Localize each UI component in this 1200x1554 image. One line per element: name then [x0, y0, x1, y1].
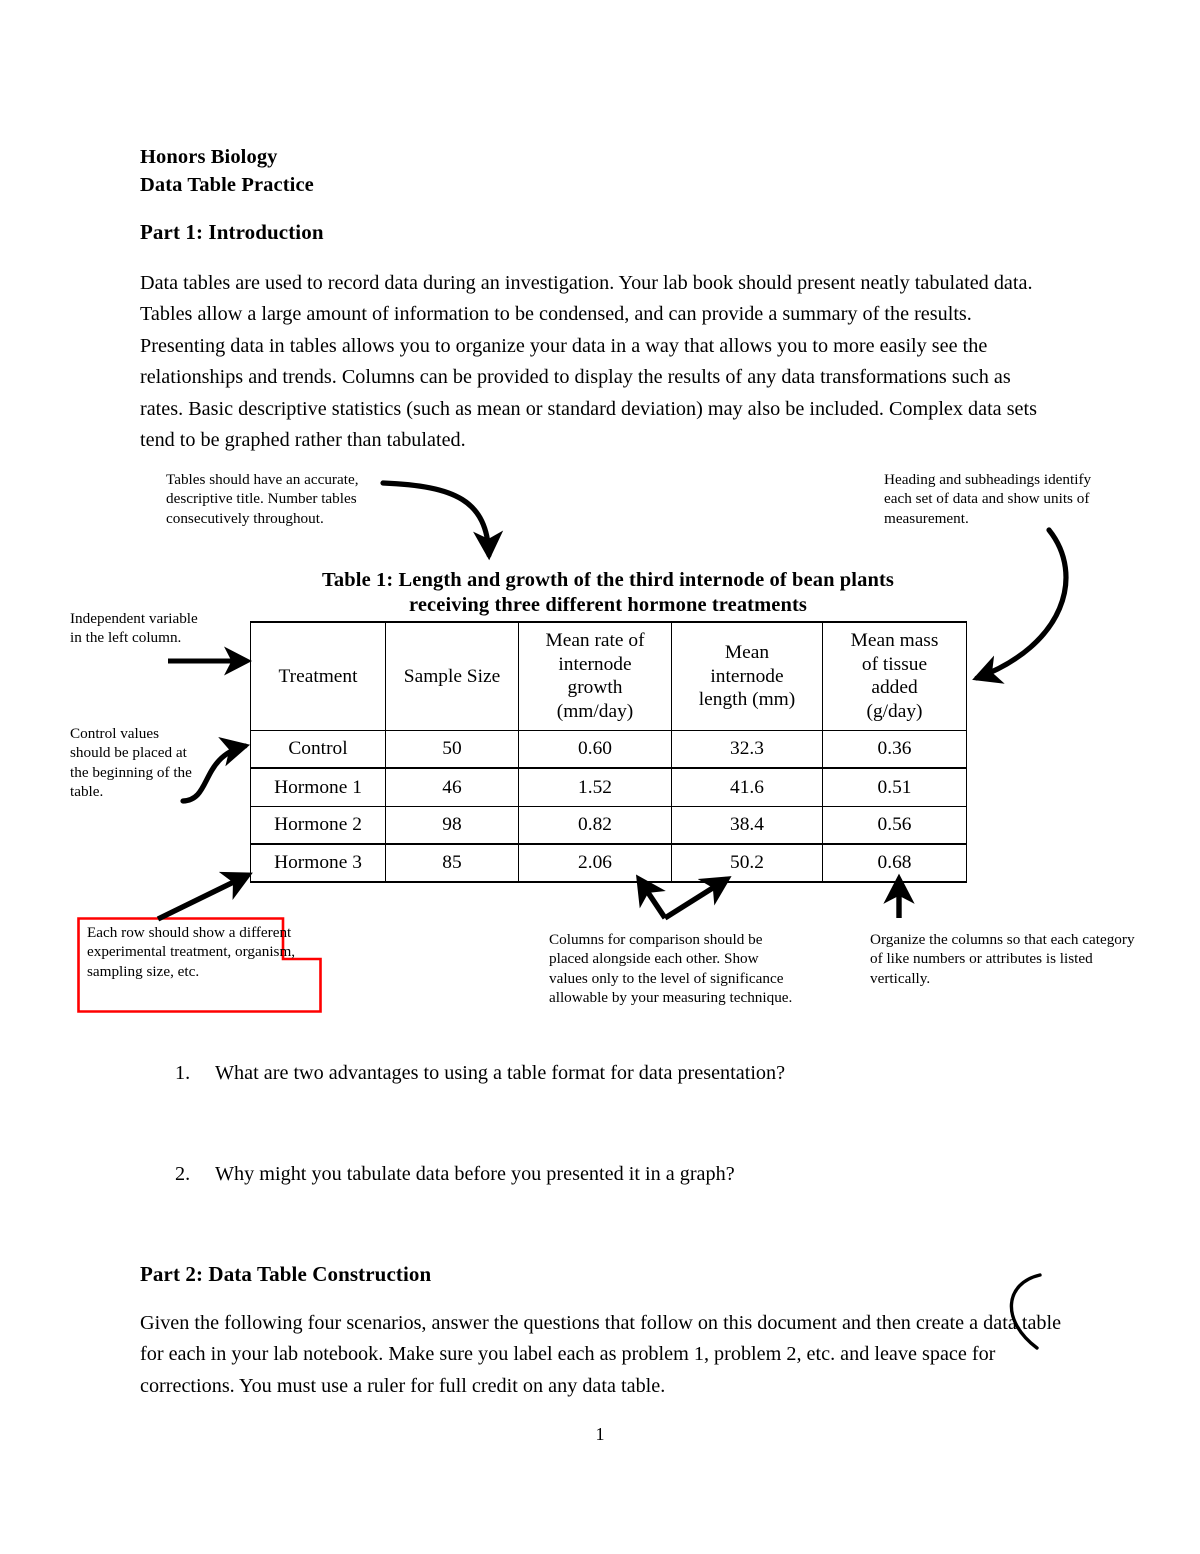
cell-mean-rate: 1.52 [519, 768, 672, 806]
cell-treatment: Hormone 2 [251, 806, 386, 844]
course-title: Honors Biology [140, 146, 278, 168]
table-row [251, 806, 967, 844]
question-2-text: Why might you tabulate data before you presented it in a graph? [215, 1163, 735, 1185]
callout-heading-subheadings: Heading and subheadings identify each set of data and show units of measurement. [884, 471, 1092, 527]
question-2-number: 2. [175, 1163, 191, 1185]
header-line: length (mm) [698, 688, 796, 710]
document-header [140, 143, 314, 199]
column-header-mean-internode-length [672, 622, 823, 730]
cell-mean-rate: 0.60 [519, 730, 672, 768]
arrow-heading-to-header [977, 530, 1066, 678]
cell-sample-size: 50 [386, 730, 519, 768]
cell-sample-size: 98 [386, 806, 519, 844]
column-header-treatment [251, 622, 386, 730]
table-row [251, 768, 967, 806]
callout-organize-columns: Organize the columns so that each category of like numbers or attributes is listed vertically. [870, 931, 1135, 987]
cell-mean-mass: 0.36 [823, 730, 967, 768]
callout-independent-variable: Independent variable in the left column. [70, 610, 198, 647]
callout-each-row-text: Each row should show a different experimental treatment, organism, sampling size, etc. [87, 924, 296, 980]
part-1-heading: Part 1: Introduction [140, 220, 324, 244]
cell-mean-rate: 0.82 [519, 806, 672, 844]
page-number: 1 [595, 1424, 605, 1444]
column-header-mean-rate-growth [519, 622, 672, 730]
header-line: Mean [724, 642, 770, 664]
header-line: internode [710, 665, 784, 687]
cell-mean-length: 41.6 [672, 768, 823, 806]
cell-mean-rate: 2.06 [519, 844, 672, 882]
introduction-paragraph: Data tables are used to record data during an investigation. Your lab book should present neatly tabulated data. Tables allow a large amount of information to be condensed, and can provide a summary of the results. Presenting data in tables allows you to organize your data in a way that allows you to more easily see the relationships and trends. Columns can be provided to display the results of any data transformations such as rates. Basic descriptive statistics (such as mean or standard deviation) may also be included. Complex data sets tend to be graphed rather than tabulated. [140, 272, 1037, 452]
question-1-text: What are two advantages to using a table format for data presentation? [215, 1062, 786, 1084]
header-line: Mean mass [850, 630, 939, 652]
cell-treatment: Control [251, 730, 386, 768]
question-1-number: 1. [175, 1062, 191, 1084]
table-caption [250, 568, 966, 618]
assignment-title: Data Table Practice [140, 174, 314, 196]
table-caption-line-1: Table 1: Length and growth of the third internode of bean plants [322, 569, 894, 591]
callout-control-values: Control values should be placed at the beginning of the table. [70, 725, 192, 801]
question-2 [175, 1160, 1035, 1188]
column-header-mean-mass-added [823, 622, 967, 730]
data-table-block [250, 568, 966, 883]
header-line: of tissue [861, 653, 928, 675]
table-row [251, 844, 967, 882]
column-header-sample-size [386, 622, 519, 730]
arrow-comparison-left [639, 879, 665, 918]
header-line: Mean rate of [545, 630, 645, 652]
cell-treatment: Hormone 3 [251, 844, 386, 882]
table-caption-line-2: receiving three different hormone treatments [409, 594, 807, 616]
header-line: internode [558, 653, 632, 675]
cell-mean-length: 38.4 [672, 806, 823, 844]
cell-sample-size: 46 [386, 768, 519, 806]
header-line: added [871, 677, 918, 699]
header-line: growth [567, 677, 623, 699]
question-1 [175, 1059, 1035, 1087]
header-line: (g/day) [866, 700, 923, 722]
table-row [251, 730, 967, 768]
cell-mean-mass: 0.56 [823, 806, 967, 844]
callout-table-title: Tables should have an accurate, descriptive title. Number tables consecutively throughout. [166, 471, 359, 527]
arrow-comparison-right [665, 879, 727, 918]
callout-each-row-box [77, 917, 322, 1013]
arrow-rows-to-table [158, 875, 248, 919]
header-line: Treatment [278, 665, 358, 687]
cell-mean-length: 50.2 [672, 844, 823, 882]
header-line: Sample Size [403, 665, 501, 687]
table-1 [250, 621, 967, 883]
header-line: (mm/day) [556, 700, 634, 722]
cell-mean-mass: 0.68 [823, 844, 967, 882]
callout-columns-comparison: Columns for comparison should be placed alongside each other. Show values only to the level of significance allowable by your measuring technique. [549, 931, 793, 1007]
table-header-row [251, 622, 967, 730]
cell-treatment: Hormone 1 [251, 768, 386, 806]
cell-mean-length: 32.3 [672, 730, 823, 768]
part-2-heading: Part 2: Data Table Construction [140, 1262, 432, 1286]
cell-sample-size: 85 [386, 844, 519, 882]
cell-mean-mass: 0.51 [823, 768, 967, 806]
part-2-paragraph: Given the following four scenarios, answer the questions that follow on this document and then create a data table for each in your lab notebook. Make sure you label each as problem 1, problem 2, etc. and leave space for corrections. You must use a ruler for full credit on any data table. [140, 1312, 1062, 1397]
